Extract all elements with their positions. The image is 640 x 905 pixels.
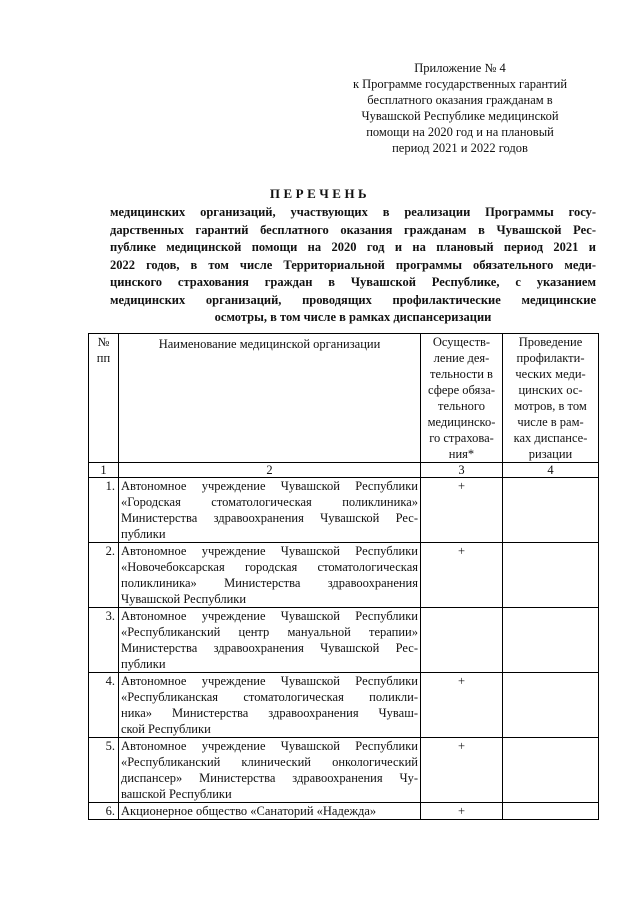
preventive-mark bbox=[503, 673, 599, 738]
name-line: Министерства здравоохранения Чувашской Рес- bbox=[121, 511, 418, 525]
row-number: 2. bbox=[89, 543, 119, 608]
subtitle-line: осмотры, в том числе в рамках диспансеризации bbox=[214, 310, 492, 324]
organization-name bbox=[119, 738, 421, 803]
preventive-mark bbox=[503, 803, 599, 820]
appendix-line: к Программе государственных гарантий bbox=[352, 77, 568, 91]
name-line: «Республиканский клинический онкологический bbox=[121, 755, 418, 769]
name-line: Автономное учреждение Чувашской Республики bbox=[121, 479, 418, 493]
preventive-mark bbox=[503, 608, 599, 673]
name-line: вашской Республики bbox=[121, 787, 232, 801]
preventive-mark bbox=[503, 738, 599, 803]
name-line: Автономное учреждение Чувашской Республики bbox=[121, 544, 418, 558]
organization-name bbox=[119, 608, 421, 673]
header-oms bbox=[421, 334, 503, 463]
header-text: ление дея- bbox=[433, 351, 490, 365]
name-line: Акционерное общество «Санаторий «Надежда» bbox=[121, 804, 377, 818]
name-line: ника» Министерства здравоохранения Чуваш- bbox=[121, 706, 418, 720]
appendix-line: период 2021 и 2022 годов bbox=[392, 141, 528, 155]
name-line: Чувашской Республики bbox=[121, 592, 247, 606]
organization-name bbox=[119, 673, 421, 738]
header-text: № bbox=[97, 335, 110, 349]
header-number bbox=[89, 334, 119, 463]
column-number: 1 bbox=[89, 463, 119, 478]
document-subtitle bbox=[110, 204, 596, 327]
header-text: го страхова- bbox=[429, 431, 494, 445]
row-number: 1. bbox=[89, 478, 119, 543]
header-preventive bbox=[503, 334, 599, 463]
oms-mark: + bbox=[421, 738, 503, 803]
header-text: ния* bbox=[448, 447, 475, 461]
organizations-table bbox=[88, 333, 599, 820]
table-row bbox=[89, 673, 599, 738]
subtitle-line: медицинских организаций, проводящих профилактические медицинские bbox=[110, 292, 596, 307]
table-row bbox=[89, 803, 599, 820]
appendix-line: помощи на 2020 год и на плановый bbox=[366, 125, 554, 139]
header-text: Проведение bbox=[518, 335, 583, 349]
row-number: 4. bbox=[89, 673, 119, 738]
name-line: Автономное учреждение Чувашской Республики bbox=[121, 739, 418, 753]
row-number: 6. bbox=[89, 803, 119, 820]
column-number: 3 bbox=[421, 463, 503, 478]
header-organization-name: Наименование медицинской организации bbox=[119, 334, 421, 463]
header-text: ческих меди- bbox=[515, 367, 586, 381]
appendix-line: Приложение № 4 bbox=[414, 61, 506, 75]
organization-name bbox=[119, 543, 421, 608]
header-text: ках диспансе- bbox=[513, 431, 588, 445]
name-line: «Республиканская стоматологическая поликли- bbox=[121, 690, 418, 704]
subtitle-line: публике медицинской помощи на 2020 год и на плановый период 2021 и bbox=[110, 240, 596, 254]
column-number: 2 bbox=[119, 463, 421, 478]
name-line: публики bbox=[121, 527, 166, 541]
oms-mark bbox=[421, 608, 503, 673]
header-text: профилакти- bbox=[516, 351, 585, 365]
name-line: «Городская стоматологическая поликлиника» bbox=[121, 495, 418, 509]
header-text: тельности в bbox=[430, 367, 493, 381]
header-text: пп bbox=[96, 351, 111, 365]
preventive-mark bbox=[503, 478, 599, 543]
table-row bbox=[89, 738, 599, 803]
subtitle-line: дарственных гарантий бесплатного оказания гражданам в Чувашской Рес- bbox=[110, 222, 596, 237]
row-number: 3. bbox=[89, 608, 119, 673]
document-title: ПЕРЕЧЕНЬ bbox=[269, 186, 371, 201]
name-line: Министерства здравоохранения Чувашской Рес- bbox=[121, 641, 418, 655]
oms-mark: + bbox=[421, 803, 503, 820]
header-text: мотров, в том bbox=[514, 399, 587, 413]
header-text: сфере обяза- bbox=[428, 383, 495, 397]
appendix-line: бесплатного оказания гражданам в bbox=[367, 93, 553, 107]
table-header-row bbox=[89, 334, 599, 463]
oms-mark: + bbox=[421, 673, 503, 738]
preventive-mark bbox=[503, 543, 599, 608]
name-line: Автономное учреждение Чувашской Республики bbox=[121, 609, 418, 623]
name-line: «Республиканский центр мануальной терапии» bbox=[121, 625, 418, 639]
subtitle-line: 2022 годов, в том числе Территориальной программы обязательного меди- bbox=[110, 257, 596, 272]
name-line: Автономное учреждение Чувашской Республики bbox=[121, 674, 418, 688]
column-number-row bbox=[89, 463, 599, 478]
subtitle-line: медицинских организаций, участвующих в реализации Программы госу- bbox=[110, 205, 596, 219]
name-line: публики bbox=[121, 657, 166, 671]
table-row bbox=[89, 608, 599, 673]
header-text: числе в рам- bbox=[517, 415, 584, 429]
header-text: цинских ос- bbox=[518, 383, 583, 397]
oms-mark: + bbox=[421, 478, 503, 543]
name-line: диспансер» Министерства здравоохранения Чу- bbox=[121, 771, 418, 785]
appendix-note bbox=[350, 60, 570, 156]
header-text: Осуществ- bbox=[432, 335, 491, 349]
name-line: «Новочебоксарская городская стоматологическая bbox=[121, 560, 418, 574]
header-text: ризации bbox=[528, 447, 573, 461]
subtitle-line: цинского страхования граждан в Чувашской Республике, с указанием bbox=[110, 275, 596, 289]
row-number: 5. bbox=[89, 738, 119, 803]
oms-mark: + bbox=[421, 543, 503, 608]
column-number: 4 bbox=[503, 463, 599, 478]
name-line: поликлиника» Министерства здравоохранения bbox=[121, 576, 418, 590]
name-line: ской Республики bbox=[121, 722, 211, 736]
appendix-line: Чувашской Республике медицинской bbox=[361, 109, 559, 123]
organization-name bbox=[119, 478, 421, 543]
header-text: медицинско- bbox=[427, 415, 496, 429]
table-row bbox=[89, 543, 599, 608]
table-row bbox=[89, 478, 599, 543]
header-text: тельного bbox=[438, 399, 485, 413]
organization-name bbox=[119, 803, 421, 820]
